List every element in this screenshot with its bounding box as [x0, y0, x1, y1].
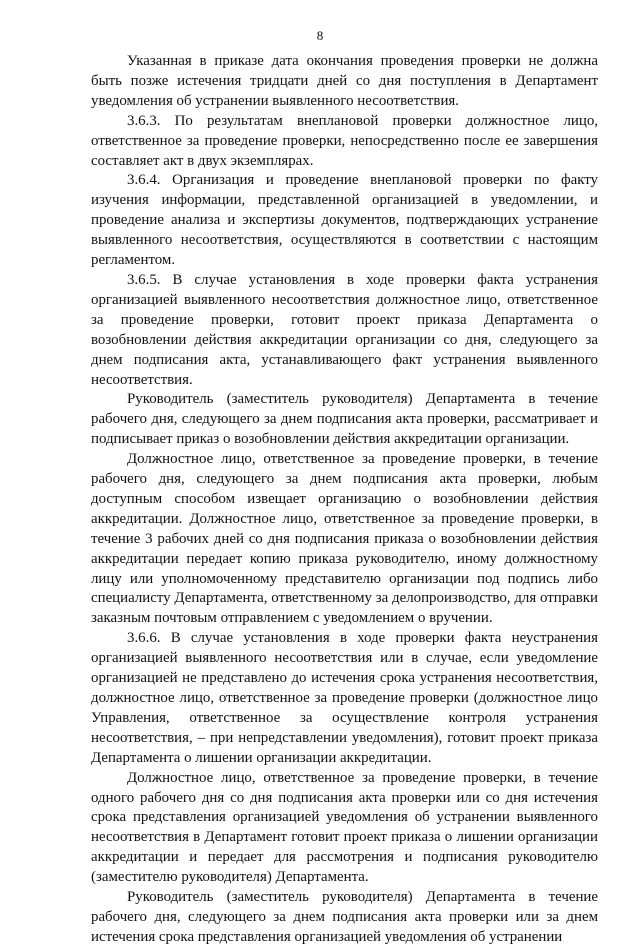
paragraph-head-signs-restoration: Руководитель (заместитель руководителя) Департамента в течение рабочего дня, следующего за днем подписания акта проверки, рассматривает и подписывает приказ о возобновлении действия аккредитации организации. [91, 391, 598, 448]
paragraph-3-6-5: 3.6.5. В случае установления в ходе проверки факта устранения организацией выявленного несоответствия должностное лицо, ответственное за проведение проверки, готовит проект приказа Департамента о возобновлении действия аккредитации организации со дня, следующего за днем подписания акта, устанавливающего факт устранения выявленного несоответствия. [91, 271, 598, 388]
paragraph-official-notifies: Должностное лицо, ответственное за проведение проверки, в течение рабочего дня, следующего за днем подписания акта проверки, любым доступным способом извещает организацию о возобновлении действия аккредитации. Должностное лицо, ответственное за проведение проверки, в течение 3 рабочих дней со дня подписания приказа о возобновлении действия аккредитации передает копию приказа руководителю, иному должностному лицу или уполномоченному представителю организации под подпись либо специалисту Департамента, ответственному за делопроизводство, для отправки заказным почтовым отправлением с уведомлением о вручении. [91, 451, 598, 627]
paragraph-head-reviews-revocation: Руководитель (заместитель руководителя) Департамента в течение рабочего дня, следующего за днем подписания акта проверки или за днем истечения срока представления организацией уведомления об устранении [91, 889, 598, 945]
page-number: 8 [316, 28, 324, 43]
document-body [91, 52, 598, 948]
paragraph-3-6-6: 3.6.6. В случае установления в ходе проверки факта неустранения организацией выявленного несоответствия или в случае, если уведомление организацией не представлено до истечения срока устранения несоответствия, должностное лицо, ответственное за проведение проверки (должностное лицо Управления, ответственное за осуществление контроля устранения несоответствия, – при непредставлении уведомления), готовит проект приказа Департамента о лишении организации аккредитации. [91, 630, 598, 766]
paragraph-official-prepares-revocation: Должностное лицо, ответственное за проведение проверки, в течение одного рабочего дня со дня подписания акта проверки или со дня истечения срока представления организацией уведомления об устранении выявленного несоответствия в Департамент готовит проект приказа о лишении организации аккредитации и передает для рассмотрения и подписания руководителю (заместителю руководителя) Департамента. [91, 769, 598, 886]
paragraph-3-6-4: 3.6.4. Организация и проведение внеплановой проверки по факту изучения информации, представленной организацией в уведомлении, и проведение анализа и экспертизы документов, подтверждающих устранение выявленного несоответствия, осуществляются в соответствии с настоящим регламентом. [91, 172, 598, 269]
paragraph-3-6-3: 3.6.3. По результатам внеплановой проверки должностное лицо, ответственное за проведение проверки, непосредственно после ее завершения составляет акт в двух экземплярах. [91, 112, 598, 169]
paragraph-deadline: Указанная в приказе дата окончания проведения проверки не должна быть позже истечения тридцати дней со дня поступления в Департамент уведомления об устранении выявленного несоответствия. [91, 53, 598, 109]
